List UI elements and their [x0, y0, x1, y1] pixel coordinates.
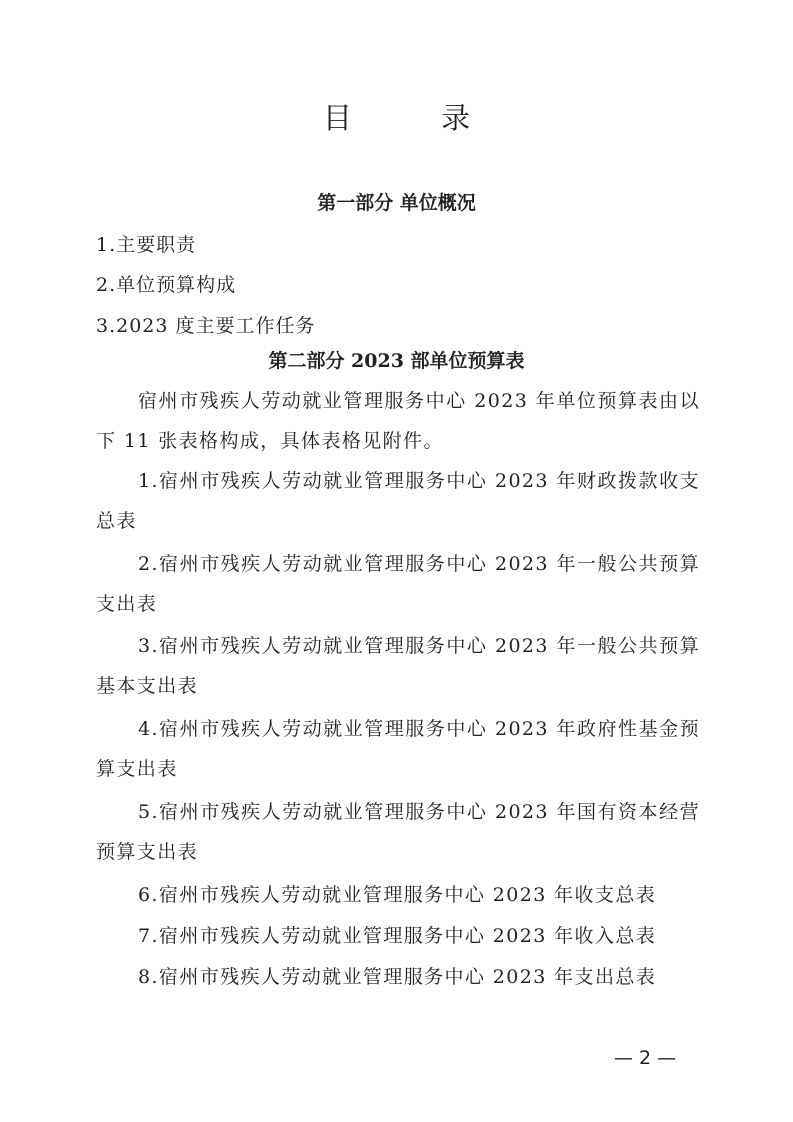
part1-item-3: 3.2023 度主要工作任务 — [96, 315, 316, 337]
page-number: — 2 — — [613, 1047, 677, 1069]
table-item-6: 6.宿州市残疾人劳动就业管理服务中心 2023 年收支总表 — [138, 884, 657, 906]
table-item-7: 7.宿州市残疾人劳动就业管理服务中心 2023 年收入总表 — [138, 925, 657, 947]
part2-intro: 宿州市残疾人劳动就业管理服务中心 2023 年单位预算表由以下 11 张表格构成，具体表格见附件。 — [96, 390, 700, 452]
part1-item-2: 2.单位预算构成 — [96, 274, 237, 296]
table-item-3: 3.宿州市残疾人劳动就业管理服务中心 2023 年一般公共预算基本支出表 — [96, 635, 700, 697]
part1-item-1: 1.主要职责 — [96, 234, 197, 256]
part1-heading: 第一部分 单位概况 — [317, 192, 476, 214]
table-item-1: 1.宿州市残疾人劳动就业管理服务中心 2023 年财政拨款收支总表 — [96, 470, 700, 532]
part2-heading: 第二部分 2023 部单位预算表 — [268, 350, 525, 372]
document-title: 目 录 — [322, 101, 511, 135]
table-item-8: 8.宿州市残疾人劳动就业管理服务中心 2023 年支出总表 — [138, 966, 657, 988]
table-item-4: 4.宿州市残疾人劳动就业管理服务中心 2023 年政府性基金预算支出表 — [96, 718, 700, 780]
table-item-2: 2.宿州市残疾人劳动就业管理服务中心 2023 年一般公共预算支出表 — [96, 553, 700, 615]
table-item-5: 5.宿州市残疾人劳动就业管理服务中心 2023 年国有资本经营预算支出表 — [96, 801, 700, 863]
